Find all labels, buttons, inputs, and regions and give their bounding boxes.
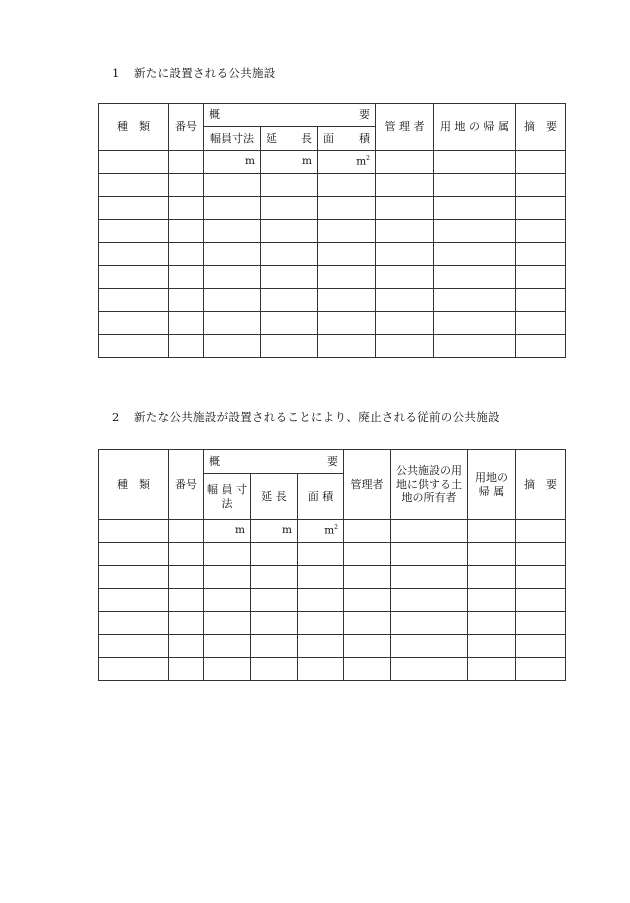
cell-length[interactable] xyxy=(261,312,318,335)
cell-area[interactable] xyxy=(298,589,344,612)
cell-width[interactable] xyxy=(204,658,251,681)
table-row xyxy=(99,197,566,220)
cell-width[interactable] xyxy=(204,543,251,566)
cell-remarks[interactable] xyxy=(516,174,566,197)
cell-kind[interactable] xyxy=(99,520,169,543)
cell-area[interactable] xyxy=(318,220,376,243)
cell-number[interactable] xyxy=(169,220,204,243)
cell-land[interactable] xyxy=(468,658,516,681)
unit-area-sup: 2 xyxy=(334,524,338,532)
table-row xyxy=(99,266,566,289)
header-length: 延 長 xyxy=(251,474,298,520)
cell-width[interactable] xyxy=(204,312,261,335)
unit-width: m xyxy=(245,155,255,168)
header-overview xyxy=(204,104,376,127)
header-manager: 管 理 者 xyxy=(376,104,434,151)
cell-number[interactable] xyxy=(169,243,204,266)
cell-manager[interactable] xyxy=(376,266,434,289)
cell-number[interactable] xyxy=(169,312,204,335)
table-row xyxy=(99,543,566,566)
cell-land[interactable] xyxy=(434,335,516,358)
cell-number[interactable] xyxy=(169,589,204,612)
cell-land[interactable] xyxy=(434,312,516,335)
table-row xyxy=(99,589,566,612)
header-width-text: 幅 員 寸 法 xyxy=(207,482,247,510)
cell-number[interactable] xyxy=(169,520,204,543)
header-overview-right: 要 xyxy=(359,108,370,122)
cell-width[interactable] xyxy=(204,151,261,174)
cell-land[interactable] xyxy=(434,197,516,220)
cell-owner[interactable] xyxy=(391,612,468,635)
cell-width[interactable] xyxy=(204,612,251,635)
cell-owner[interactable] xyxy=(391,543,468,566)
cell-land[interactable] xyxy=(468,612,516,635)
cell-land[interactable] xyxy=(434,289,516,312)
unit-area: m xyxy=(324,524,335,537)
header-length-b: 長 xyxy=(301,131,312,145)
cell-manager[interactable] xyxy=(376,312,434,335)
table-row xyxy=(99,658,566,681)
cell-owner[interactable] xyxy=(391,566,468,589)
cell-width[interactable] xyxy=(204,589,251,612)
cell-kind[interactable] xyxy=(99,220,169,243)
header-number: 番号 xyxy=(169,450,204,520)
cell-number[interactable] xyxy=(169,543,204,566)
cell-length[interactable] xyxy=(261,243,318,266)
header-area: 面 積 xyxy=(298,474,344,520)
cell-kind[interactable] xyxy=(99,566,169,589)
cell-width[interactable] xyxy=(204,520,251,543)
header-remarks: 摘 要 xyxy=(516,104,566,151)
table-row xyxy=(99,220,566,243)
cell-land[interactable] xyxy=(468,566,516,589)
cell-area[interactable] xyxy=(298,520,344,543)
cell-width[interactable] xyxy=(204,197,261,220)
table-row xyxy=(99,635,566,658)
cell-manager[interactable] xyxy=(344,658,391,681)
cell-manager[interactable] xyxy=(376,220,434,243)
table-row xyxy=(99,520,566,543)
unit-area: m xyxy=(356,155,367,168)
cell-number[interactable] xyxy=(169,335,204,358)
cell-remarks[interactable] xyxy=(516,243,566,266)
cell-manager[interactable] xyxy=(344,520,391,543)
cell-remarks[interactable] xyxy=(516,520,566,543)
header-width xyxy=(204,474,251,520)
cell-remarks[interactable] xyxy=(516,289,566,312)
cell-area[interactable] xyxy=(298,543,344,566)
cell-length[interactable] xyxy=(261,289,318,312)
section1-heading xyxy=(112,65,276,81)
cell-remarks[interactable] xyxy=(516,312,566,335)
cell-length[interactable] xyxy=(261,197,318,220)
header-kind: 種 類 xyxy=(99,450,169,520)
cell-land[interactable] xyxy=(434,151,516,174)
cell-number[interactable] xyxy=(169,197,204,220)
cell-manager[interactable] xyxy=(344,543,391,566)
table-row xyxy=(99,151,566,174)
table-row xyxy=(99,243,566,266)
cell-width[interactable] xyxy=(204,220,261,243)
header-manager: 管理者 xyxy=(344,450,391,520)
cell-area[interactable] xyxy=(298,612,344,635)
cell-length[interactable] xyxy=(251,612,298,635)
cell-manager[interactable] xyxy=(376,335,434,358)
unit-width: m xyxy=(235,524,245,537)
cell-width[interactable] xyxy=(204,289,261,312)
cell-number[interactable] xyxy=(169,266,204,289)
cell-kind[interactable] xyxy=(99,589,169,612)
cell-owner[interactable] xyxy=(391,658,468,681)
cell-area[interactable] xyxy=(318,151,376,174)
header-width: 幅員寸法 xyxy=(204,127,261,151)
cell-width[interactable] xyxy=(204,266,261,289)
table-row xyxy=(99,566,566,589)
cell-length[interactable] xyxy=(261,220,318,243)
table-row xyxy=(99,612,566,635)
cell-width[interactable] xyxy=(204,635,251,658)
cell-length[interactable] xyxy=(261,335,318,358)
cell-length[interactable] xyxy=(251,566,298,589)
header-land-attribution: 用 地 の 帰 属 xyxy=(434,104,516,151)
cell-land[interactable] xyxy=(434,243,516,266)
cell-kind[interactable] xyxy=(99,243,169,266)
cell-number[interactable] xyxy=(169,566,204,589)
cell-length[interactable] xyxy=(251,589,298,612)
cell-area[interactable] xyxy=(318,335,376,358)
header-area-a: 面 xyxy=(323,131,334,145)
cell-remarks[interactable] xyxy=(516,335,566,358)
cell-manager[interactable] xyxy=(376,151,434,174)
cell-owner[interactable] xyxy=(391,520,468,543)
header-kind: 種 類 xyxy=(99,104,169,151)
cell-land[interactable] xyxy=(468,543,516,566)
cell-manager[interactable] xyxy=(376,174,434,197)
section2-heading xyxy=(112,409,500,425)
cell-kind[interactable] xyxy=(99,266,169,289)
cell-number[interactable] xyxy=(169,635,204,658)
header-land-attribution xyxy=(468,450,516,520)
section1-title: 新たに設置される公共施設 xyxy=(134,66,276,80)
cell-width[interactable] xyxy=(204,174,261,197)
cell-kind[interactable] xyxy=(99,289,169,312)
cell-width[interactable] xyxy=(204,335,261,358)
cell-area[interactable] xyxy=(318,266,376,289)
cell-kind[interactable] xyxy=(99,543,169,566)
cell-manager[interactable] xyxy=(344,635,391,658)
abolished-facilities-table xyxy=(98,449,566,681)
cell-land[interactable] xyxy=(434,266,516,289)
header-number: 番号 xyxy=(169,104,204,151)
cell-width[interactable] xyxy=(204,243,261,266)
cell-manager[interactable] xyxy=(344,566,391,589)
header-area xyxy=(318,127,376,151)
cell-remarks[interactable] xyxy=(516,197,566,220)
cell-remarks[interactable] xyxy=(516,151,566,174)
table-row xyxy=(99,312,566,335)
cell-length[interactable] xyxy=(261,266,318,289)
cell-land[interactable] xyxy=(468,589,516,612)
cell-kind[interactable] xyxy=(99,151,169,174)
cell-remarks[interactable] xyxy=(516,658,566,681)
cell-number[interactable] xyxy=(169,289,204,312)
cell-land[interactable] xyxy=(468,520,516,543)
cell-area[interactable] xyxy=(318,312,376,335)
cell-land[interactable] xyxy=(434,174,516,197)
cell-remarks[interactable] xyxy=(516,635,566,658)
header-length-a: 延 xyxy=(266,131,277,145)
cell-owner[interactable] xyxy=(391,589,468,612)
cell-kind[interactable] xyxy=(99,612,169,635)
cell-number[interactable] xyxy=(169,151,204,174)
cell-kind[interactable] xyxy=(99,658,169,681)
cell-length[interactable] xyxy=(251,543,298,566)
cell-manager[interactable] xyxy=(376,289,434,312)
cell-remarks[interactable] xyxy=(516,566,566,589)
table-row xyxy=(99,289,566,312)
header-overview-left: 概 xyxy=(209,454,220,468)
header-overview-right: 要 xyxy=(327,454,338,468)
cell-owner[interactable] xyxy=(391,635,468,658)
cell-area[interactable] xyxy=(298,658,344,681)
table-row xyxy=(99,335,566,358)
unit-area-sup: 2 xyxy=(366,155,370,163)
cell-length[interactable] xyxy=(251,658,298,681)
header-overview-left: 概 xyxy=(209,108,220,122)
cell-number[interactable] xyxy=(169,612,204,635)
cell-kind[interactable] xyxy=(99,335,169,358)
cell-manager[interactable] xyxy=(344,612,391,635)
cell-length[interactable] xyxy=(261,151,318,174)
cell-length[interactable] xyxy=(261,174,318,197)
cell-remarks[interactable] xyxy=(516,612,566,635)
section2-number: 2 xyxy=(112,410,120,424)
cell-kind[interactable] xyxy=(99,197,169,220)
cell-remarks[interactable] xyxy=(516,543,566,566)
header-area-b: 積 xyxy=(359,131,370,145)
cell-area[interactable] xyxy=(318,197,376,220)
unit-length: m xyxy=(282,524,292,537)
cell-area[interactable] xyxy=(298,566,344,589)
header-overview xyxy=(204,450,344,474)
cell-remarks[interactable] xyxy=(516,220,566,243)
section2-title: 新たな公共施設が設置されることにより、廃止される従前の公共施設 xyxy=(134,410,500,424)
cell-length[interactable] xyxy=(251,520,298,543)
cell-kind[interactable] xyxy=(99,174,169,197)
header-land-owner-text: 公共施設の用地に供する土地の所有者 xyxy=(396,463,462,505)
cell-area[interactable] xyxy=(298,635,344,658)
cell-area[interactable] xyxy=(318,174,376,197)
cell-kind[interactable] xyxy=(99,312,169,335)
cell-length[interactable] xyxy=(251,635,298,658)
header-remarks: 摘 要 xyxy=(516,450,566,520)
header-land-owner xyxy=(391,450,468,520)
cell-width[interactable] xyxy=(204,566,251,589)
cell-land[interactable] xyxy=(468,635,516,658)
cell-land[interactable] xyxy=(434,220,516,243)
cell-kind[interactable] xyxy=(99,635,169,658)
new-facilities-table xyxy=(98,103,566,358)
header-length xyxy=(261,127,318,151)
cell-remarks[interactable] xyxy=(516,266,566,289)
cell-number[interactable] xyxy=(169,658,204,681)
unit-length: m xyxy=(302,155,312,168)
cell-area[interactable] xyxy=(318,289,376,312)
cell-manager[interactable] xyxy=(344,589,391,612)
cell-manager[interactable] xyxy=(376,197,434,220)
header-land-attribution-text: 用地の 帰 属 xyxy=(475,470,508,498)
table-row xyxy=(99,174,566,197)
cell-number[interactable] xyxy=(169,174,204,197)
section1-number: 1 xyxy=(112,66,120,80)
cell-manager[interactable] xyxy=(376,243,434,266)
cell-area[interactable] xyxy=(318,243,376,266)
cell-remarks[interactable] xyxy=(516,589,566,612)
